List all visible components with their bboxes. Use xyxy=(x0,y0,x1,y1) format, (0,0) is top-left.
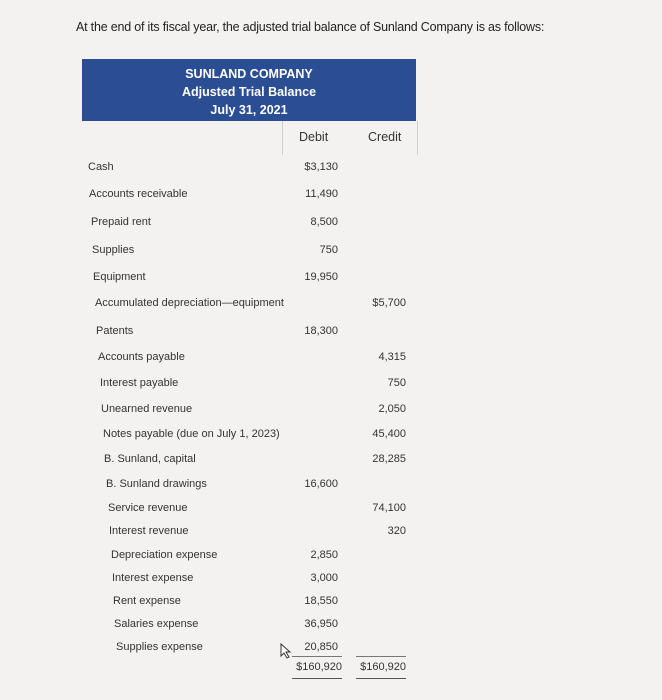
credit-amount: 2,050 xyxy=(378,403,406,415)
debit-total-underline xyxy=(292,678,342,679)
row-label: Prepaid rent xyxy=(91,216,151,228)
row-label: B. Sunland drawings xyxy=(106,478,207,490)
row-label: Notes payable (due on July 1, 2023) xyxy=(103,428,280,440)
debit-amount: 36,950 xyxy=(304,618,338,630)
row-label: Interest expense xyxy=(112,572,194,584)
row-label: Interest revenue xyxy=(109,525,189,537)
row-label: Unearned revenue xyxy=(101,403,193,415)
debit-total: $160,920 xyxy=(296,661,342,673)
row-label: Accounts payable xyxy=(98,351,185,363)
credit-amount: 28,285 xyxy=(372,453,406,465)
credit-amount: 4,315 xyxy=(378,351,406,363)
debit-sum-line xyxy=(292,656,342,657)
credit-amount: 750 xyxy=(387,377,406,389)
statement-date: July 31, 2021 xyxy=(210,103,288,117)
row-label: Service revenue xyxy=(108,502,188,514)
statement-title: Adjusted Trial Balance xyxy=(181,85,317,99)
credit-amount: 320 xyxy=(387,525,406,537)
debit-amount: $3,130 xyxy=(304,161,338,173)
credit-total-underline xyxy=(356,678,406,679)
debit-amount: 750 xyxy=(319,244,338,256)
debit-amount: 2,850 xyxy=(310,549,338,561)
row-label: B. Sunland, capital xyxy=(104,453,196,465)
debit-amount: 8,500 xyxy=(310,216,338,228)
row-label: Equipment xyxy=(93,271,146,283)
debit-amount: 18,300 xyxy=(304,325,338,337)
row-label: Rent expense xyxy=(113,595,181,607)
credit-sum-line xyxy=(356,656,406,657)
trial-balance-header xyxy=(82,59,416,121)
credit-column-header: Credit xyxy=(368,130,402,144)
credit-amount: $5,700 xyxy=(372,297,406,309)
debit-amount: 20,850 xyxy=(304,641,338,653)
credit-total: $160,920 xyxy=(360,661,406,673)
intro-text: At the end of its fiscal year, the adjusted trial balance of Sunland Company is as follows: xyxy=(76,20,545,34)
row-label: Salaries expense xyxy=(114,618,199,630)
mouse-cursor-icon xyxy=(280,643,294,659)
debit-column-header: Debit xyxy=(299,130,329,144)
row-label: Supplies expense xyxy=(116,641,203,653)
debit-amount: 11,490 xyxy=(305,188,338,200)
row-label: Depreciation expense xyxy=(111,549,218,561)
company-name: SUNLAND COMPANY xyxy=(185,67,313,81)
credit-amount: 45,400 xyxy=(372,428,406,440)
row-label: Accumulated depreciation—equipment xyxy=(95,297,284,309)
debit-amount: 16,600 xyxy=(304,478,338,490)
row-label: Supplies xyxy=(92,244,135,256)
row-label: Interest payable xyxy=(100,377,179,389)
debit-amount: 18,550 xyxy=(304,595,338,607)
debit-amount: 3,000 xyxy=(310,572,338,584)
row-label: Patents xyxy=(96,325,134,337)
row-label: Accounts receivable xyxy=(89,188,188,200)
credit-amount: 74,100 xyxy=(372,502,406,514)
debit-amount: 19,950 xyxy=(304,271,338,283)
row-label: Cash xyxy=(88,161,114,173)
